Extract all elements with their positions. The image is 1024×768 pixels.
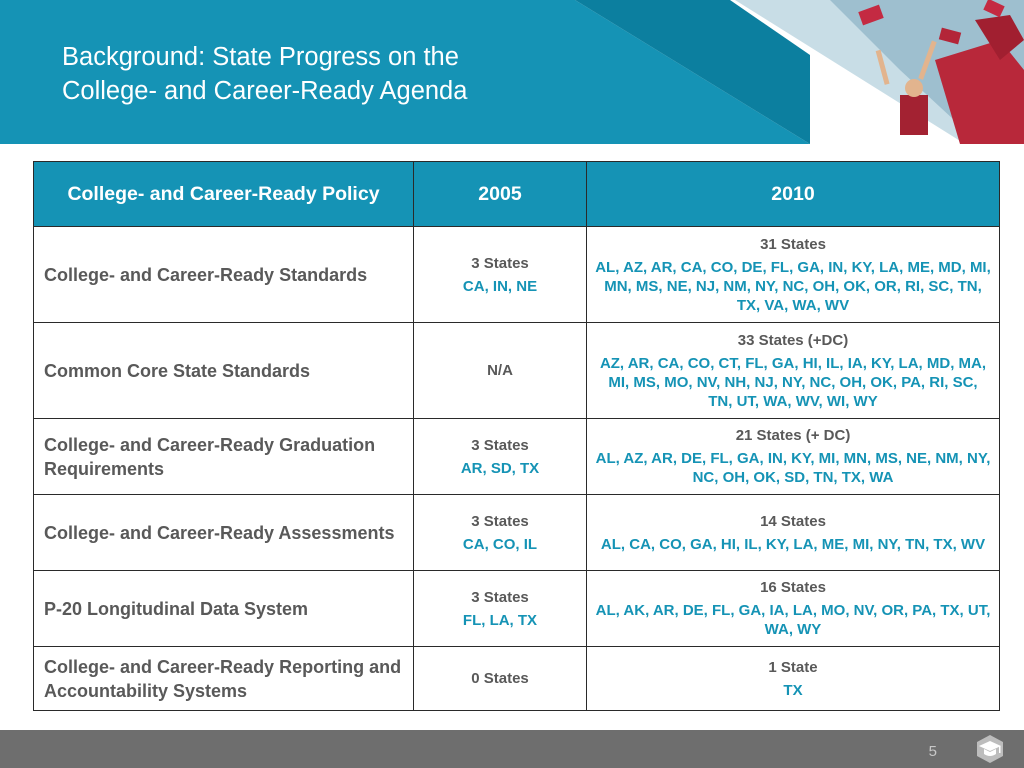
cell-2005 — [414, 323, 587, 419]
column-header-2010: 2010 — [587, 162, 1000, 227]
state-count: 3 States — [471, 254, 529, 272]
state-list: AZ, AR, CA, CO, CT, FL, GA, HI, IL, IA, KY, LA, MD, MA, MI, MS, MO, NV, NH, NJ, NY, NC, OH, OK, PA, RI, SC, TN, UT, WA, WV, WI, WY — [599, 354, 987, 410]
state-list: AR, SD, TX — [460, 459, 540, 477]
title-line-2: College- and Career-Ready Agenda — [62, 77, 468, 105]
state-list: CA, IN, NE — [462, 277, 538, 295]
state-count: 14 States — [760, 512, 826, 530]
policy-cell: College- and Career-Ready Assessments — [34, 495, 414, 571]
table-row — [34, 647, 1000, 711]
cell-2010 — [587, 323, 1000, 419]
table-row — [34, 419, 1000, 495]
table-row — [34, 495, 1000, 571]
cell-2005 — [414, 495, 587, 571]
table-row — [34, 227, 1000, 323]
header-banner — [0, 0, 1024, 144]
state-count: 0 States — [471, 669, 529, 687]
cell-2010 — [587, 419, 1000, 495]
title-line-1: Background: State Progress on the — [62, 43, 459, 71]
policy-cell: P-20 Longitudinal Data System — [34, 571, 414, 647]
cell-2010 — [587, 227, 1000, 323]
cell-2005 — [414, 647, 587, 711]
column-header-policy: College- and Career-Ready Policy — [34, 162, 414, 227]
state-count: 3 States — [471, 512, 529, 530]
cell-2005 — [414, 227, 587, 323]
footer-bar — [0, 730, 1024, 768]
cell-2005 — [414, 419, 587, 495]
state-count: 21 States (+ DC) — [735, 427, 851, 444]
page-number: 5 — [928, 743, 937, 760]
state-list: TX — [783, 681, 803, 699]
cell-2005 — [414, 571, 587, 647]
table-row — [34, 323, 1000, 419]
state-list: CA, CO, IL — [462, 535, 538, 553]
state-count: 3 States — [471, 436, 529, 454]
state-count: N/A — [487, 361, 513, 379]
state-count: 33 States (+DC) — [737, 331, 849, 349]
state-count: 16 States — [760, 579, 826, 596]
state-count: 3 States — [471, 588, 529, 606]
table-header-row — [34, 162, 1000, 227]
state-count: 1 State — [768, 658, 818, 676]
state-count: 31 States — [760, 235, 826, 253]
column-header-2005: 2005 — [414, 162, 587, 227]
page-title — [62, 40, 467, 108]
cell-2010 — [587, 647, 1000, 711]
graduation-cap-icon — [974, 733, 1006, 765]
state-list: FL, LA, TX — [462, 611, 538, 629]
table-row — [34, 571, 1000, 647]
policy-cell: Common Core State Standards — [34, 323, 414, 419]
cell-2010 — [587, 571, 1000, 647]
policy-table — [33, 161, 1000, 711]
state-list: AL, AK, AR, DE, FL, GA, IA, LA, MO, NV, OR, PA, TX, UT, WA, WY — [595, 602, 991, 638]
cell-2010 — [587, 495, 1000, 571]
policy-cell: College- and Career-Ready Graduation Requirements — [34, 419, 414, 495]
state-list: AL, AZ, AR, DE, FL, GA, IN, KY, MI, MN, MS, NE, NM, NY, NC, OH, OK, SD, TN, TX, WA — [595, 450, 991, 486]
policy-cell: College- and Career-Ready Reporting and Accountability Systems — [34, 647, 414, 711]
policy-cell: College- and Career-Ready Standards — [34, 227, 414, 323]
state-list: AL, AZ, AR, CA, CO, DE, FL, GA, IN, KY, LA, ME, MD, MI, MN, MS, NE, NJ, NM, NY, NC, OH, OK, OR, RI, SC, TN, TX, VA, WA, WV — [595, 258, 991, 314]
state-list: AL, CA, CO, GA, HI, IL, KY, LA, ME, MI, NY, TN, TX, WV — [600, 535, 986, 553]
